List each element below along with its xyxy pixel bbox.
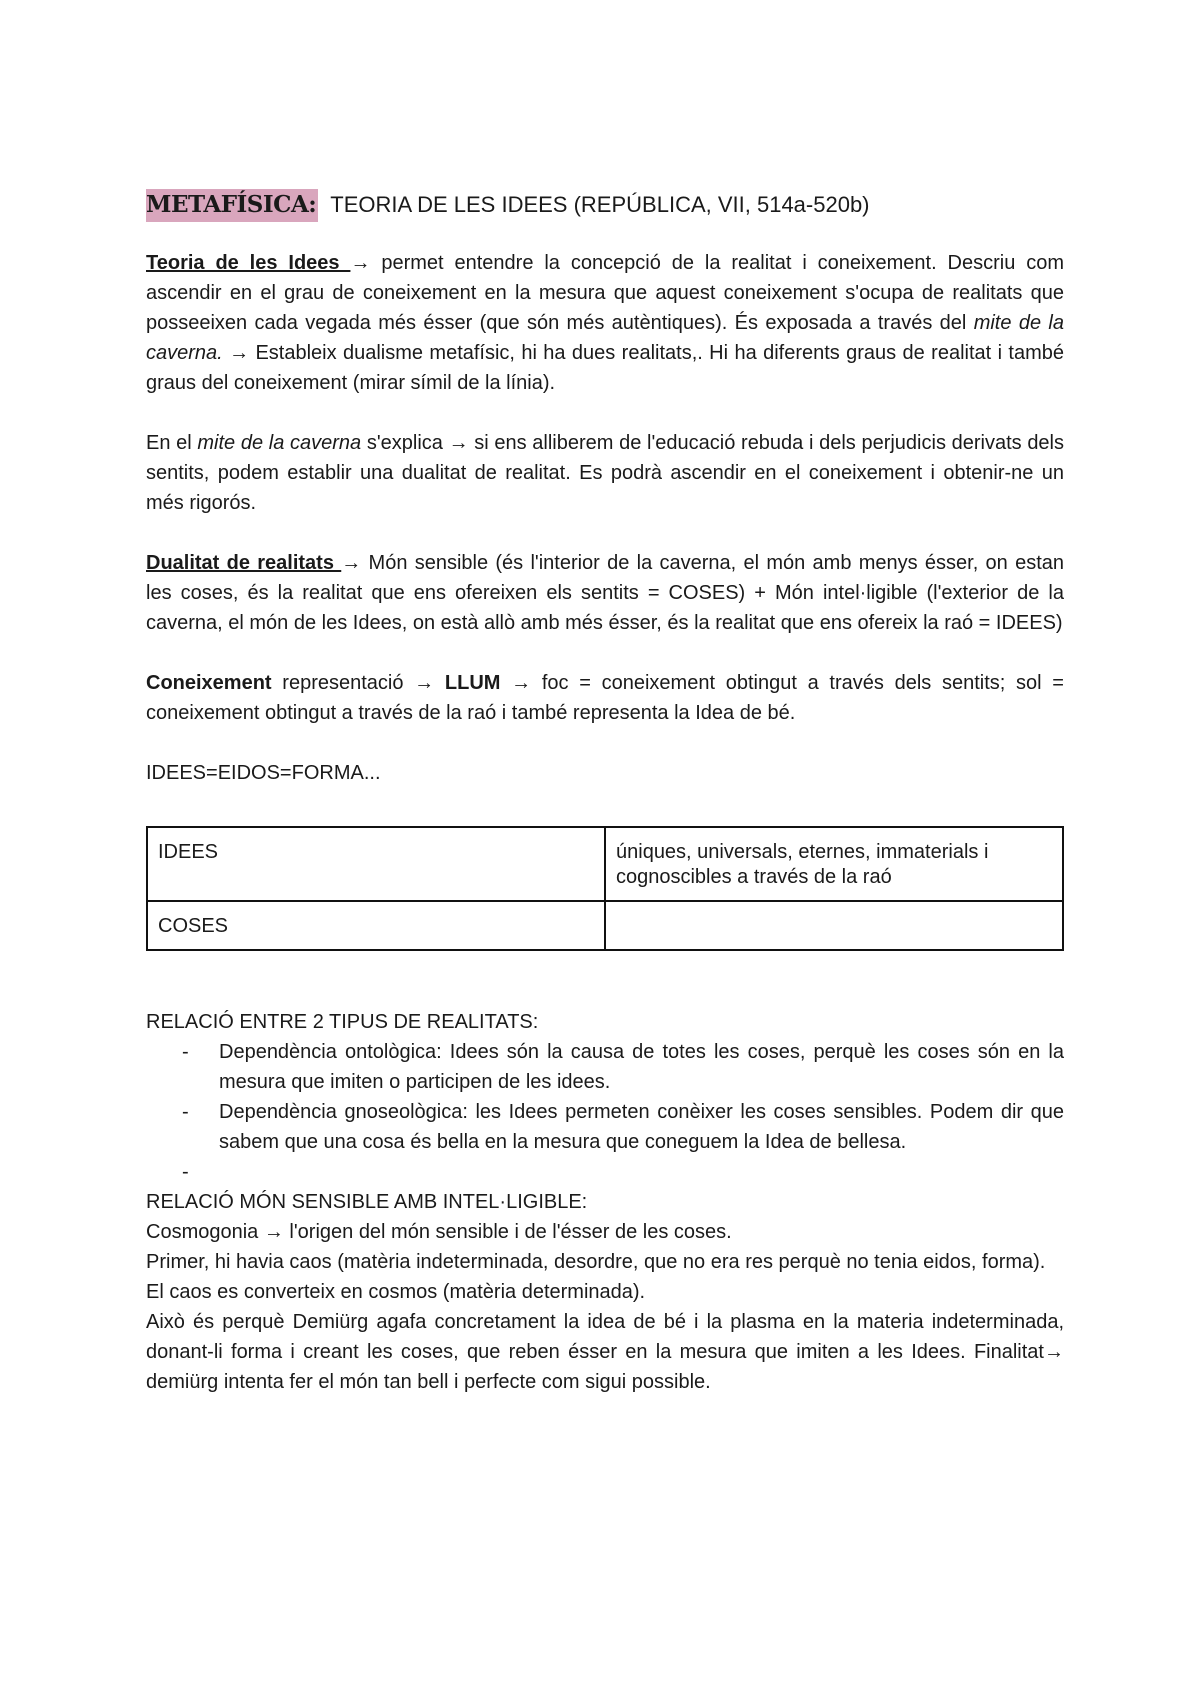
paragraph-text: → Estableix dualisme metafísic, hi ha dues realitats,. Hi ha diferents graus de realitat i també graus del coneixement (mirar símil de la línia). bbox=[146, 342, 1064, 394]
document-page bbox=[146, 188, 1064, 1397]
text-line: El caos es converteix en cosmos (matèria determinada). bbox=[146, 1281, 646, 1303]
table-cell-label: IDEES bbox=[147, 827, 605, 901]
italic-text: mite de la caverna bbox=[197, 432, 362, 454]
table-cell-label: COSES bbox=[147, 901, 605, 950]
paragraph-text: s'explica → si ens alliberem de l'educació rebuda i dels perjudicis derivats dels sentits, podem establir una dualitat de realitat. Es podrà ascendir en el coneixement i obtenir-ne un més rigorós. bbox=[146, 432, 1065, 514]
text-line: Això és perquè Demiürg agafa concretament la idea de bé i la plasma en la materia indeterminada, donant-li forma i creant les coses, que reben ésser en la mesura que imiten a les Idees. Finalitat→ demiürg intenta fer el món tan bell i perfecte com sigui possible. bbox=[146, 1311, 1064, 1393]
text-line: Cosmogonia → l'origen del món sensible i de l'ésser de les coses. bbox=[146, 1221, 732, 1243]
table-cell-value: úniques, universals, eternes, immaterials i cognoscibles a través de la raó bbox=[605, 827, 1063, 901]
list-item: - Dependència gnoseològica: les Idees permeten conèixer les coses sensibles. Podem dir que sabem que una cosa és bella en la mesura que coneguem la Idea de bellesa. bbox=[146, 1097, 1064, 1157]
section-title-relacio: RELACIÓ ENTRE 2 TIPUS DE REALITATS: bbox=[146, 1011, 539, 1033]
text-line: Primer, hi havia caos (matèria indeterminada, desordre, que no era res perquè no tenia eidos, forma). bbox=[146, 1251, 1046, 1273]
paragraph-idees-eidos: IDEES=EIDOS=FORMA... bbox=[146, 762, 381, 784]
term-dualitat: Dualitat de realitats bbox=[146, 552, 342, 574]
term-coneixement: Coneixement bbox=[146, 672, 272, 694]
document-title bbox=[146, 188, 1064, 222]
paragraph-text: representació → bbox=[271, 672, 445, 694]
list-item: - Dependència ontològica: Idees són la causa de totes les coses, perquè les coses són en la mesura que imiten o participen de les idees. bbox=[146, 1037, 1064, 1097]
relacio-list bbox=[146, 1037, 1064, 1187]
paragraph-text: En el bbox=[146, 432, 198, 454]
section-title-relacio-mon: RELACIÓ MÓN SENSIBLE AMB INTEL·LIGIBLE: bbox=[146, 1191, 588, 1213]
paragraph-mite bbox=[146, 428, 1064, 518]
paragraph-text: → foc = coneixement obtingut a través dels sentits; sol = coneixement obtingut a través de la raó i també representa la Idea de bé. bbox=[146, 672, 1064, 724]
table-cell-value bbox=[605, 901, 1063, 950]
paragraph-coneixement bbox=[146, 668, 1064, 728]
paragraph-text: → permet entendre la concepció de la realitat i coneixement. Descriu com ascendir en el grau de coneixement en la mesura que aquest coneixement s'ocupa de realitats que posseeixen cada vegada més ésser (que són més autèntiques). És exposada a través del bbox=[146, 252, 1065, 334]
list-item bbox=[146, 1157, 1064, 1187]
paragraph-dualitat bbox=[146, 548, 1064, 638]
title-text: TEORIA DE LES IDEES (REPÚBLICA, VII, 514a-520b) bbox=[330, 192, 870, 217]
italic-text: mite de la caverna. bbox=[146, 312, 1064, 364]
paragraph-text: → Món sensible (és l'interior de la caverna, el món amb menys ésser, on estan les coses, és la realitat que ens ofereixen els sentits = COSES) + Món intel·ligible (l'exterior de la caverna, el món de les Idees, on està allò amb més ésser, és la realitat que ens ofereix la raó = IDEES) bbox=[146, 552, 1065, 634]
highlighted-heading: METAFÍSICA: bbox=[146, 189, 318, 222]
table-row bbox=[147, 901, 1063, 950]
idees-table bbox=[146, 826, 1064, 951]
table-row bbox=[147, 827, 1063, 901]
paragraph-teoria bbox=[146, 248, 1064, 398]
term-teoria: Teoria de les Idees bbox=[146, 252, 351, 274]
term-llum: LLUM bbox=[444, 672, 501, 694]
